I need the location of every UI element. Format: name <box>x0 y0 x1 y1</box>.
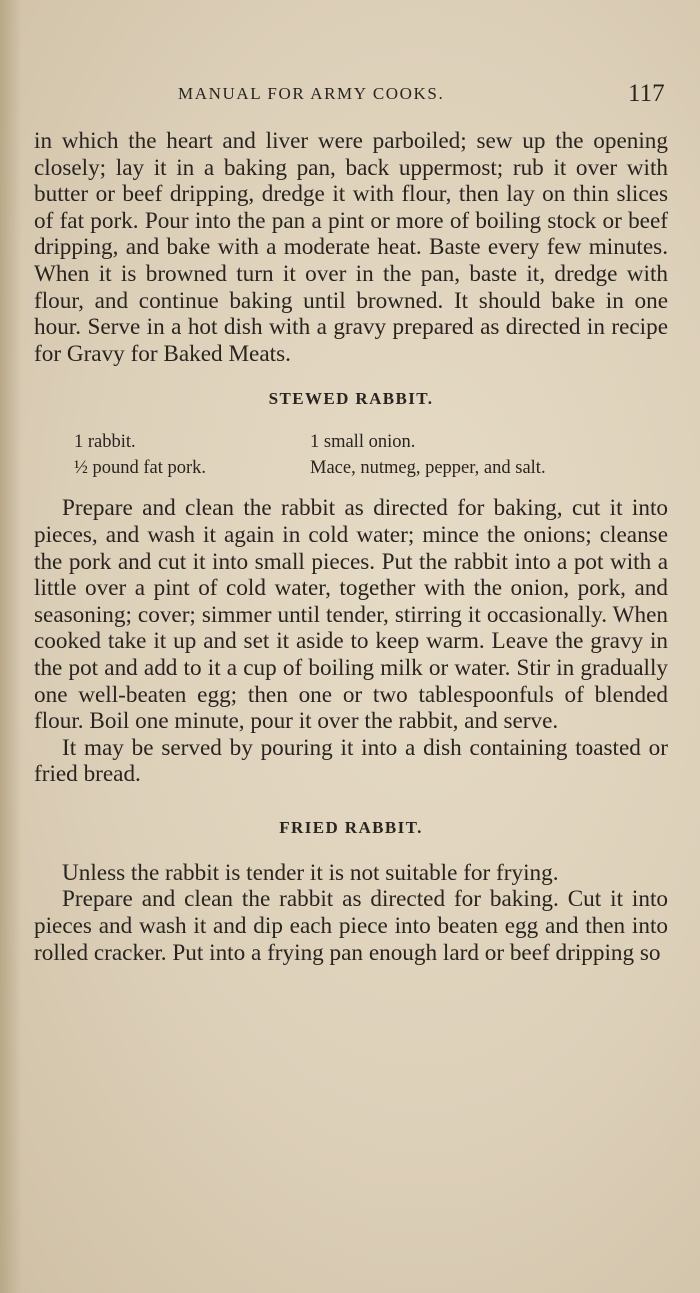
fried-rabbit-heading: FRIED RABBIT. <box>279 817 423 837</box>
intro-paragraph: in which the heart and liver were parboiled; sew up the opening closely; lay it in a baking pan, back uppermost; rub it over with butter or beef dripping, dredge it with flour, then lay on thin slices of fat pork. Pour into the pan a pint or more of boiling stock or beef dripping, and bake with a moderate heat. Baste every few minutes. When it is browned turn it over in the pan, baste it, dredge with flour, and continue baking until browned. It should bake in one hour. Serve in a hot dish with a gravy prepared as directed in recipe for Gravy for Baked Meats. <box>34 128 668 367</box>
ingredient-item: ½ pound fat pork. <box>74 458 207 479</box>
page-header <box>0 80 700 110</box>
page-body <box>34 128 668 966</box>
stewed-rabbit-paragraph: It may be served by pouring it into a dish containing toasted or fried bread. <box>34 734 668 788</box>
fried-rabbit-paragraph: Prepare and clean the rabbit as directed for baking. Cut it into pieces and wash it and dip each piece into beaten egg and then into rolled cracker. Put into a frying pan enough lard or beef dripping so <box>34 886 668 966</box>
running-head: MANUAL FOR ARMY COOKS. <box>178 84 445 103</box>
ingredient-item: 1 rabbit. <box>74 432 136 453</box>
ingredient-item: 1 small onion. <box>310 432 416 453</box>
page-number: 117 <box>628 80 665 107</box>
fried-rabbit-paragraph: Unless the rabbit is tender it is not suitable for frying. <box>62 859 559 886</box>
stewed-rabbit-ingredients <box>34 431 668 479</box>
stewed-rabbit-heading: STEWED RABBIT. <box>268 389 434 409</box>
ingredient-item: Mace, nutmeg, pepper, and salt. <box>310 458 546 479</box>
stewed-rabbit-paragraph: Prepare and clean the rabbit as directed for baking, cut it into pieces, and wash it again in cold water; mince the onions; cleanse the pork and cut it into small pieces. Put the rabbit into a pot with a little over a pint of cold water, together with the onion, pork, and seasoning; cover; simmer until tender, stirring it occasionally. When cooked take it up and set it aside to keep warm. Leave the gravy in the pot and add to it a cup of boiling milk or water. Stir in gradually one well-beaten egg; then one or two tablespoonfuls of blended flour. Boil one minute, pour it over the rabbit, and serve. <box>34 495 668 735</box>
